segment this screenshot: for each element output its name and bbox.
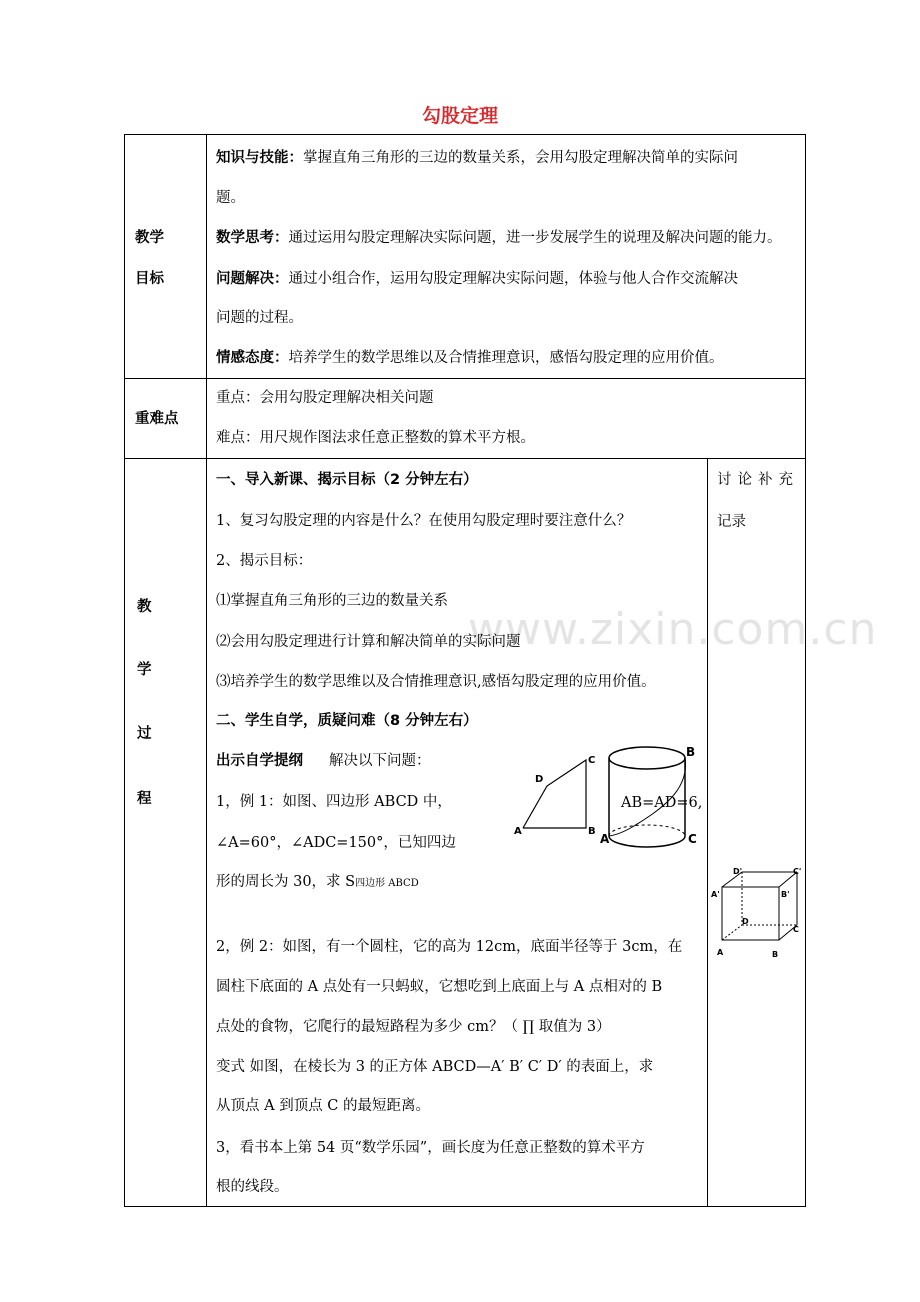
table-border-left (124, 134, 125, 1206)
goal-item: ⑴掌握直角三角形的三边的数量关系 (216, 593, 448, 609)
quad-label-b: B (588, 826, 596, 837)
cylinder-bottom-back (609, 825, 685, 836)
section-title: 二、学生自学，质疑问难（8 分钟左右） (216, 713, 478, 729)
table-border-bottom (124, 1206, 806, 1207)
objective-text: 问题的过程。 (216, 310, 303, 326)
process-label-char: 教 (137, 599, 152, 615)
objective-text: 通过运用勾股定理解决实际问题，进一步发展学生的说理及解决问题的能力。 (288, 230, 782, 246)
cube-label: D (742, 917, 749, 926)
example-text: 点处的食物，它爬行的最短路程为多少 cm？（ ∏ 取值为 3） (216, 1019, 611, 1035)
table-border-top (124, 134, 806, 135)
process-label-char: 过 (137, 726, 152, 742)
objective-heading: 知识与技能： (216, 150, 303, 166)
question-text: 2、揭示目标： (216, 553, 313, 569)
objective-text: 通过小组合作，运用勾股定理解决实际问题，体验与他人合作交流解决 (288, 271, 738, 287)
objective-text: 题。 (216, 190, 245, 206)
objective-emotion (216, 349, 724, 367)
question-text: 3，看书本上第 54 页“数学乐园”，画长度为任意正整数的算术平方 (216, 1140, 645, 1156)
objectives-label: 教学 (135, 230, 164, 246)
key-points-label: 重难点 (135, 411, 179, 427)
objectives-label: 目标 (135, 271, 164, 287)
page-title: 勾股定理 (421, 105, 498, 127)
side-note-heading: 讨论补充 (717, 472, 799, 488)
cyl-label-a: A (600, 832, 610, 846)
quadrilateral-outline (523, 760, 586, 828)
quad-label-c: C (588, 755, 596, 766)
outline-heading: 出示自学提纲 (216, 753, 303, 769)
objective-problem (216, 270, 738, 288)
example-subscript: 四边形 ABCD (355, 878, 419, 889)
outline-text: 解决以下问题： (329, 753, 431, 769)
cube-front-face (722, 887, 779, 940)
objective-heading: 问题解决： (216, 271, 289, 287)
watermark: www.zixin.com.cn (468, 604, 878, 655)
outline-line (216, 752, 431, 770)
difficult-point: 难点：用尺规作图法求任意正整数的算术平方根。 (216, 430, 535, 446)
cube-label: B (772, 950, 779, 959)
example-text: 2，例 2：如图，有一个圆柱，它的高为 12cm，底面半径等于 3cm，在 (216, 939, 683, 955)
objective-text: 培养学生的数学思维以及合情推理意识，感悟勾股定理的应用价值。 (288, 350, 724, 366)
question-text: 1、复习勾股定理的内容是什么？在使用勾股定理时要注意什么？ (216, 513, 632, 529)
cube-label: B' (781, 890, 790, 899)
objective-heading: 数学思考： (216, 230, 289, 246)
cyl-label-b: B (686, 745, 696, 759)
example-given: AB=AD=6, (621, 795, 703, 811)
objective-text: 掌握直角三角形的三边的数量关系，会用勾股定理解决简单的实际问 (303, 150, 738, 166)
table-border-right (805, 134, 806, 1206)
question-text: 根的线段。 (216, 1179, 289, 1195)
process-label-char: 学 (137, 662, 152, 678)
quadrilateral-figure (510, 748, 610, 844)
section-title: 一、导入新课、揭示目标（2 分钟左右） (216, 472, 478, 488)
cube-label: A (717, 948, 724, 957)
objective-heading: 情感态度： (216, 350, 289, 366)
goal-item: ⑵会用勾股定理进行计算和解决简单的实际问题 (216, 634, 521, 650)
table-divider (124, 458, 806, 459)
objective-math (216, 229, 782, 247)
example-text-main: 形的周长为 30，求 S (216, 874, 356, 890)
example-text: 圆柱下底面的 A 点处有一只蚂蚁，它想吃到上底面上与 A 点相对的 B (216, 979, 663, 995)
cube-label: D' (733, 867, 743, 876)
table-column-divider (206, 134, 207, 1206)
objective-knowledge (216, 149, 738, 167)
cube-label: C (793, 925, 799, 934)
cube-figure (708, 862, 805, 960)
key-point: 重点：会用勾股定理解决相关问题 (216, 390, 434, 406)
example-text (216, 873, 419, 893)
variant-text: 从顶点 A 到顶点 C 的最短距离。 (216, 1098, 431, 1114)
quad-label-d: D (535, 774, 544, 785)
variant-text: 变式 如图，在棱长为 3 的正方体 ABCD—A′ B′ C′ D′ 的表面上，求 (216, 1059, 654, 1075)
cube-label: A' (711, 890, 720, 899)
process-label-char: 程 (137, 791, 152, 807)
cube-label: C' (793, 867, 802, 876)
cyl-label-c: C (688, 832, 697, 846)
goal-item: ⑶培养学生的数学思维以及合情推理意识,感悟勾股定理的应用价值。 (216, 674, 656, 690)
cylinder-bottom-front (609, 836, 685, 847)
cube-hidden-edge (722, 925, 742, 940)
side-note-heading: 记录 (717, 514, 746, 530)
table-notes-divider (707, 458, 708, 1206)
example-text: 1，例 1：如图、四边形 ABCD 中， (216, 794, 452, 810)
cylinder-top (609, 747, 685, 769)
example-text: ∠A=60°，∠ADC=150°，已知四边 (216, 835, 456, 851)
table-divider (124, 378, 806, 379)
quad-label-a: A (514, 826, 522, 837)
